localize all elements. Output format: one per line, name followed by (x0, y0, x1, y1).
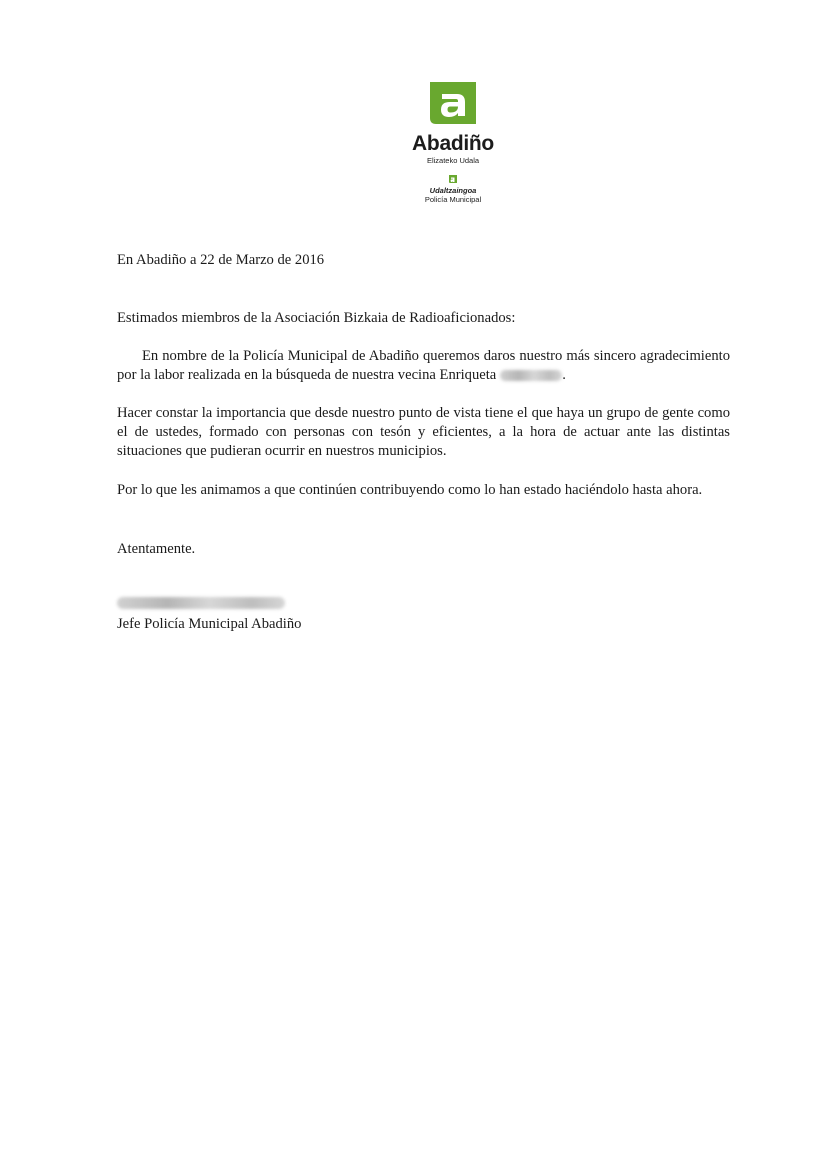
paragraph-gratitude (117, 347, 730, 385)
police-subtitle: Policía Municipal (424, 195, 482, 204)
paragraph-encouragement: Por lo que les animamos a que continúen contribuyendo como lo han estado haciéndolo hasta ahora. (117, 482, 703, 498)
signature-title: Jefe Policía Municipal Abadiño (117, 616, 302, 632)
date-line: En Abadiño a 22 de Marzo de 2016 (117, 252, 325, 268)
abadino-logo-icon (430, 82, 476, 124)
paragraph-gratitude-text: En nombre de la Policía Municipal de Abadiño queremos daros nuestro más sincero agradecimiento por la labor realizada en la búsqueda de nuestra vecina Enriqueta (117, 348, 730, 383)
paragraph-importance: Hacer constar la importancia que desde nuestro punto de vista tiene el que haya un grupo de gente como el de ustedes, formado con personas con tesón y eficientes, a la hora de actuar ante las distintas situaciones que pudieran ocurrir en nuestros municipios. (117, 405, 730, 459)
police-badge-icon (448, 174, 458, 184)
salutation: Estimados miembros de la Asociación Bizkaia de Radioaficionados: (117, 310, 516, 326)
letterhead (388, 80, 518, 210)
police-name: Udaltzaingoa (429, 186, 477, 195)
closing: Atentamente. (117, 541, 196, 557)
brand-name: Abadiño (412, 132, 494, 155)
redacted-signature-name (117, 597, 285, 609)
redacted-surname (500, 370, 562, 381)
brand-subtitle: Elizateko Udala (426, 156, 480, 165)
paragraph-gratitude-end: . (562, 367, 566, 383)
